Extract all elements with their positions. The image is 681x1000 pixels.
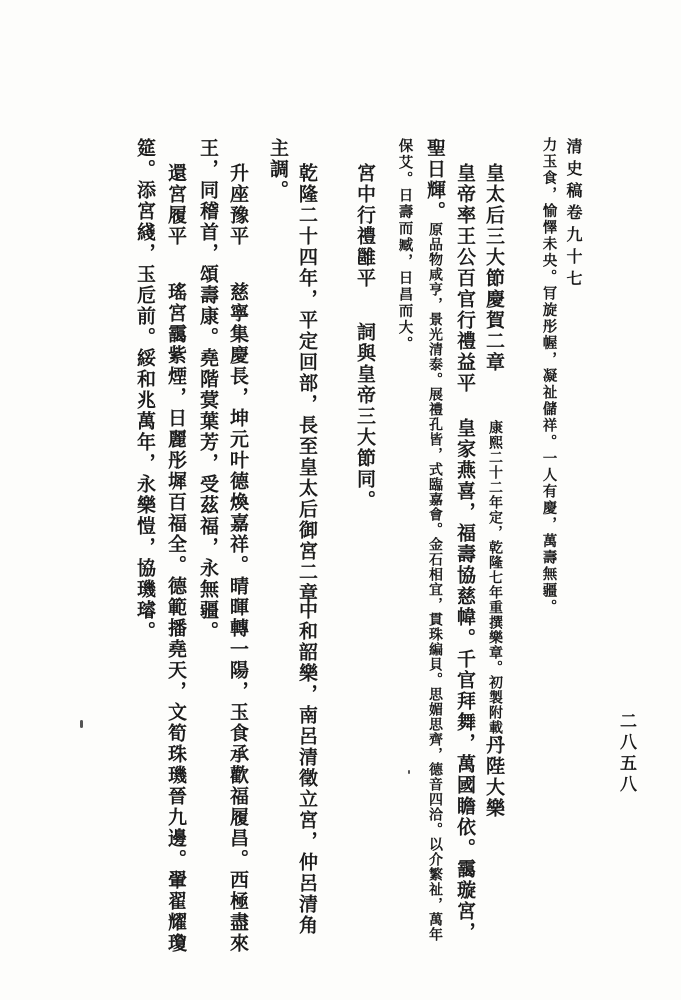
- rite-heading-3: 升座豫平: [227, 163, 249, 247]
- section-mark-1: 丹陛大樂: [483, 735, 505, 819]
- running-title: 清史稿卷九十七: [564, 138, 583, 292]
- rite-heading-2: 宮中行禮雝平: [354, 163, 376, 289]
- rite-heading-4: 還宮履平: [165, 163, 187, 247]
- lyric-column-5: 瑤宮靄紫煙，日麗彤墀百福全。德範播堯天，文筍珠璣晉九邊。翬翟耀瓊: [165, 282, 187, 954]
- lyric-column-1: 皇家燕喜，福壽協慈幃。千官拜舞，萬國瞻依。靄璇宮，: [454, 418, 476, 943]
- section-mark-2: 中和韶樂，南呂清徵立宮，仲呂清角: [296, 600, 318, 936]
- lyric-column-2: 聖日輝。: [424, 138, 446, 222]
- lyric-column-6: 筵。添宮綫，玉卮前。綏和兆萬年，永樂愷，協璣璿。: [134, 138, 156, 642]
- scan-speck: [80, 720, 83, 728]
- lyric-column-4: 王，同稽首，頌壽康。堯階蓂葉芳，受茲福，永無疆。: [197, 138, 219, 642]
- section-title-2: 乾隆二十四年，平定回部，長至皇太后御宮二章: [296, 163, 318, 604]
- scan-speck: [408, 770, 410, 774]
- page-number: 二八五八: [616, 712, 636, 796]
- text-column-2: 保艾。日壽而臧，日昌而大。: [396, 138, 414, 353]
- rite-heading-1: 皇帝率王公百官行禮益平: [454, 163, 476, 394]
- lyric-column-3: 慈寧集慶長，坤元叶德煥嘉祥。晴暉轉一陽，玉食承歡福履昌。西極盡來: [227, 282, 249, 954]
- section-note-1: 康熙二十二年定，乾隆七年重撰樂章。初製附載。: [487, 420, 503, 750]
- text-column-8: 主調。: [267, 138, 289, 201]
- rite-note-2: 詞與皇帝三大節同。: [354, 322, 376, 511]
- text-column-1: 力玉食，愉懌未央。肎旋彤幄，凝祉儲祥。一人有慶，萬壽無疆。: [540, 137, 558, 616]
- section-title-1: 皇太后三大節慶賀二章: [483, 163, 505, 373]
- lyric-note-1: 原品物咸亨，景光清泰。展禮孔皆，式臨嘉會。金石相宜，貫珠編貝。思媚思齊，德音四洽。以介繁祉，萬年: [427, 222, 443, 942]
